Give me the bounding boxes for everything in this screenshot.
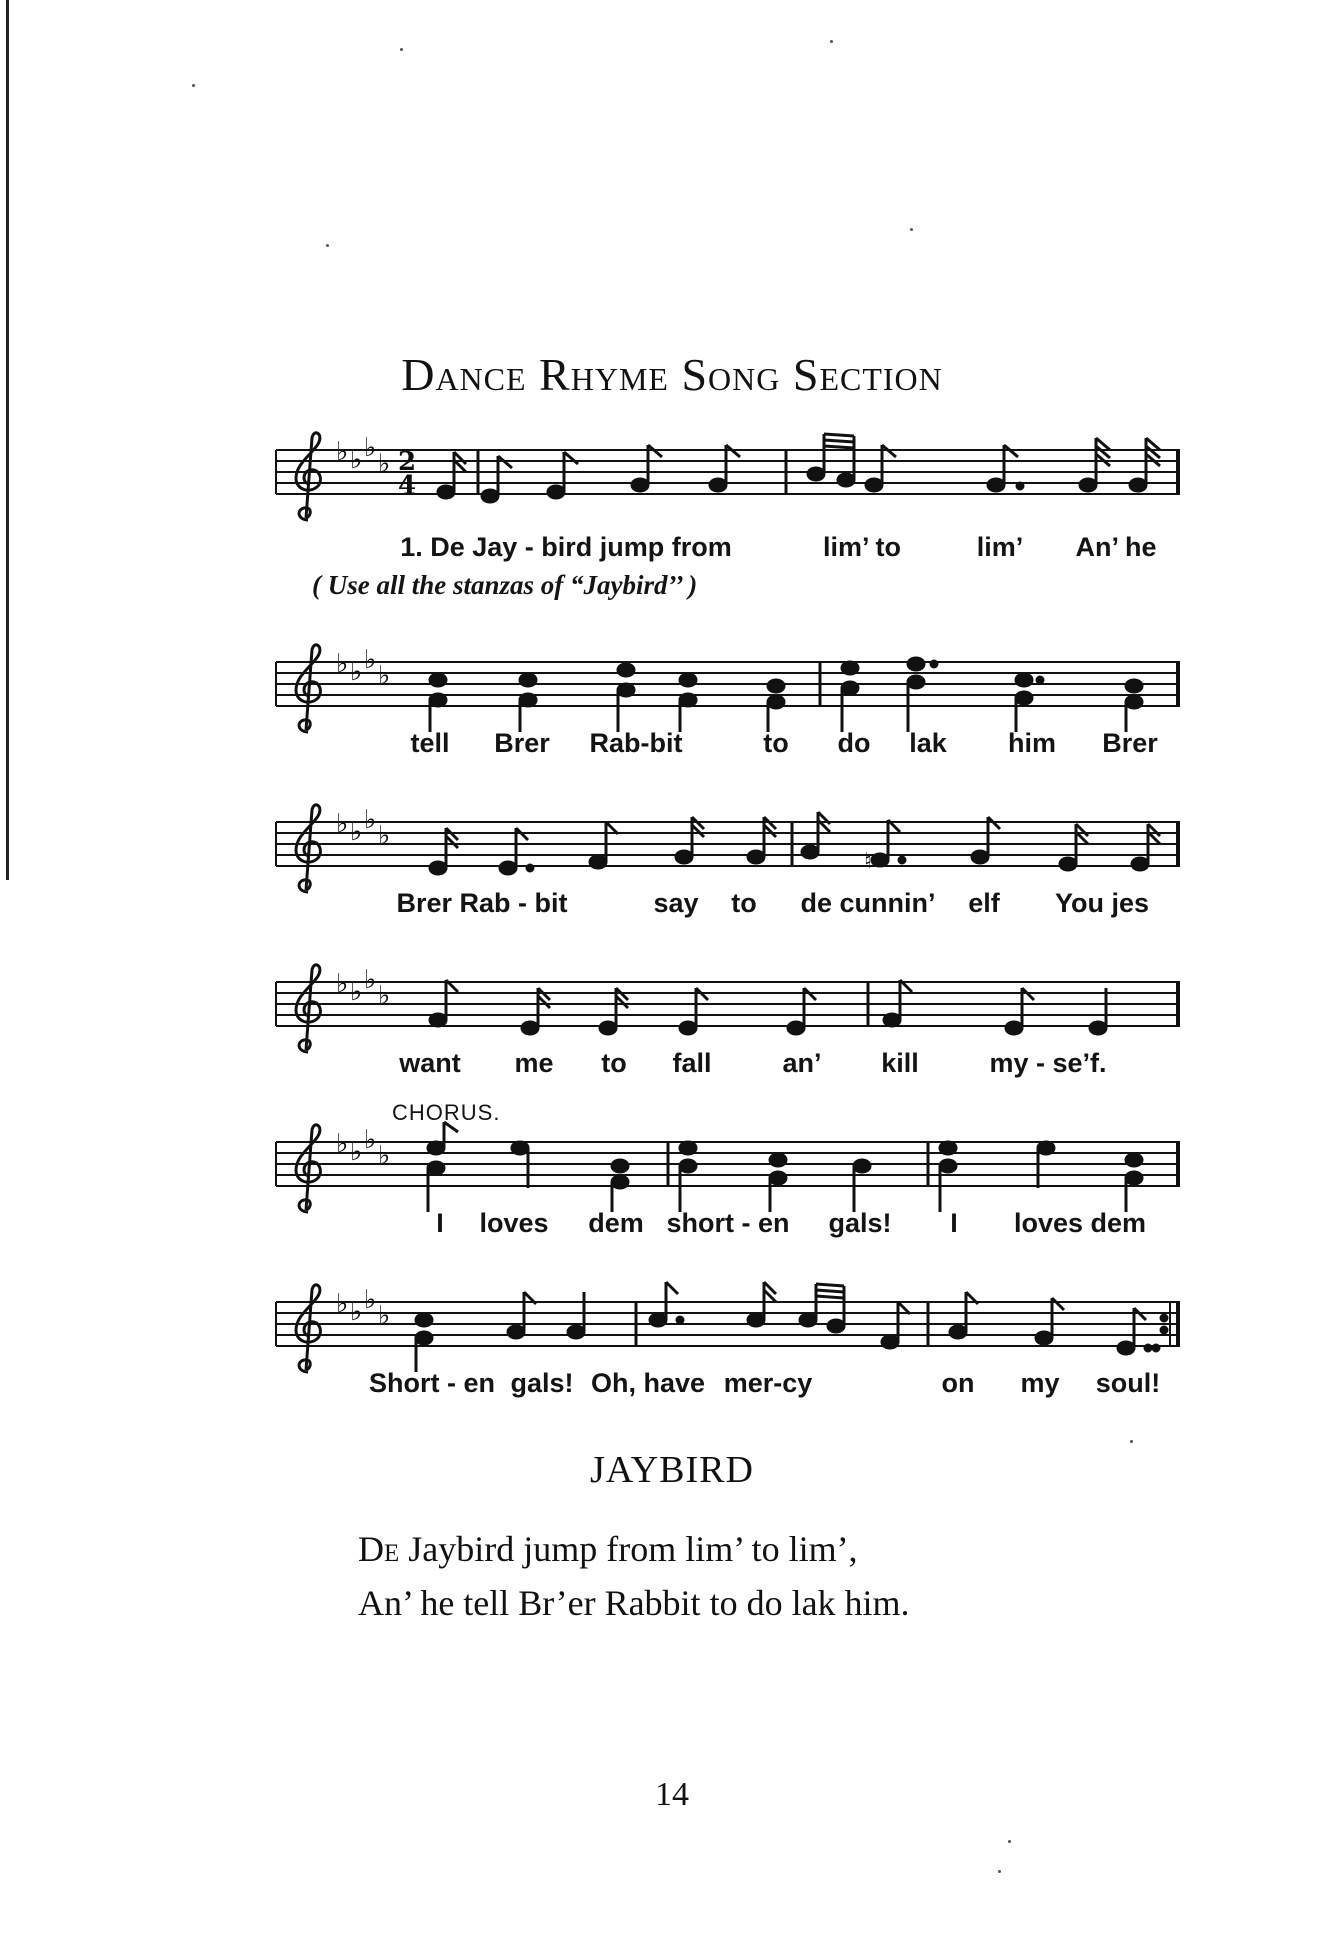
- lyric: An’ he: [1075, 532, 1157, 562]
- lyric: Rab-bit: [589, 728, 683, 758]
- svg-text:2: 2: [398, 447, 417, 477]
- paper-speck: [326, 244, 329, 247]
- svg-text:♭: ♭: [350, 445, 363, 475]
- lyric: him: [1007, 728, 1057, 758]
- paper-speck: [192, 84, 195, 87]
- lyrics-row: [268, 1368, 1188, 1408]
- lyric: soul!: [1095, 1368, 1161, 1398]
- lyric: Brer Rab - bit: [396, 888, 568, 918]
- poem-first-word: De: [358, 1529, 400, 1569]
- svg-text:♭: ♭: [336, 437, 349, 467]
- lyric: gals!: [828, 1208, 892, 1238]
- lyric: an’: [782, 1048, 822, 1078]
- paper-speck: [910, 228, 913, 231]
- svg-text:♭: ♭: [364, 805, 377, 835]
- lyrics-row: [268, 888, 1188, 928]
- lyric: Short - en: [369, 1368, 495, 1398]
- svg-text:♭: ♭: [350, 1297, 363, 1327]
- svg-text:♭: ♭: [364, 433, 377, 463]
- lyric: Oh, have: [590, 1368, 706, 1398]
- lyrics-row: [268, 1208, 1188, 1248]
- svg-text:♭: ♭: [378, 1301, 391, 1331]
- poem-line-1: [358, 1528, 858, 1570]
- lyric: loves: [479, 1208, 549, 1238]
- lyric: You jes: [1054, 888, 1150, 918]
- paper-speck: [1130, 1440, 1133, 1443]
- page-edge-line: [6, 0, 9, 880]
- lyric: mer-cy: [723, 1368, 813, 1398]
- lyric: dem: [588, 1208, 644, 1238]
- svg-text:4: 4: [398, 471, 417, 501]
- svg-text:♭: ♭: [364, 1125, 377, 1155]
- lyric: to: [601, 1048, 627, 1078]
- lyrics-row: [268, 1048, 1188, 1088]
- svg-text:♮: ♮: [864, 849, 872, 874]
- svg-text:♭: ♭: [350, 817, 363, 847]
- lyric: do: [837, 728, 871, 758]
- poem-line-2: An’ he tell Br’er Rabbit to do lak him.: [358, 1583, 910, 1623]
- svg-text:♭: ♭: [364, 645, 377, 675]
- paper-speck: [400, 48, 403, 51]
- svg-text:♭: ♭: [378, 1141, 391, 1171]
- lyric: my - se’f.: [989, 1048, 1107, 1078]
- paper-speck: [830, 40, 833, 43]
- lyric: lak: [909, 728, 947, 758]
- lyric: lim’: [976, 532, 1024, 562]
- lyric: Brer: [494, 728, 550, 758]
- lyric: elf: [968, 888, 1000, 918]
- lyric: tell: [410, 728, 450, 758]
- chorus-label: CHORUS.: [392, 1100, 501, 1125]
- svg-text:♭: ♭: [336, 1129, 349, 1159]
- lyric: 1. De Jay - bird jump from: [400, 532, 732, 562]
- poem-title: JAYBIRD: [590, 1449, 754, 1491]
- svg-text:♭: ♭: [378, 449, 391, 479]
- lyric: short - en: [666, 1208, 790, 1238]
- svg-text:♭: ♭: [378, 821, 391, 851]
- paper-speck: [998, 1870, 1001, 1873]
- staff-notation: [268, 430, 1188, 540]
- svg-text:♭: ♭: [364, 1285, 377, 1315]
- svg-text:♭: ♭: [336, 649, 349, 679]
- svg-text:♭: ♭: [336, 809, 349, 839]
- lyric: want: [399, 1048, 461, 1078]
- lyric: to: [731, 888, 757, 918]
- lyric: to: [763, 728, 789, 758]
- lyric: kill: [881, 1048, 919, 1078]
- lyrics-row: [268, 728, 1188, 768]
- lyric: lim’ to: [822, 532, 902, 562]
- svg-text:♭: ♭: [350, 1137, 363, 1167]
- lyric: me: [514, 1048, 554, 1078]
- svg-text:♭: ♭: [350, 977, 363, 1007]
- lyric: I: [950, 1208, 958, 1238]
- svg-text:♭: ♭: [378, 981, 391, 1011]
- stanza-annotation: ( Use all the stanzas of “Jaybird’’ ): [312, 570, 698, 600]
- svg-text:♭: ♭: [378, 661, 391, 691]
- svg-text:♭: ♭: [350, 657, 363, 687]
- paper-speck: [1008, 1840, 1011, 1843]
- lyrics-row: [268, 532, 1188, 572]
- lyric: say: [653, 888, 699, 918]
- lyric: Brer: [1102, 728, 1158, 758]
- svg-text:♭: ♭: [336, 1289, 349, 1319]
- poem-line-1-text: Jaybird jump from lim’ to lim’,: [399, 1529, 858, 1569]
- lyric: fall: [672, 1048, 712, 1078]
- svg-text:♭: ♭: [336, 969, 349, 999]
- lyric: de cunnin’: [800, 888, 936, 918]
- lyric: loves dem: [1013, 1208, 1147, 1238]
- svg-text:♭: ♭: [364, 965, 377, 995]
- page-number: 14: [655, 1776, 689, 1813]
- lyric: my: [1020, 1368, 1060, 1398]
- section-title: Dance Rhyme Song Section: [401, 349, 943, 400]
- lyric: I: [436, 1208, 444, 1238]
- lyric: on: [941, 1368, 975, 1398]
- lyric: gals!: [510, 1368, 574, 1398]
